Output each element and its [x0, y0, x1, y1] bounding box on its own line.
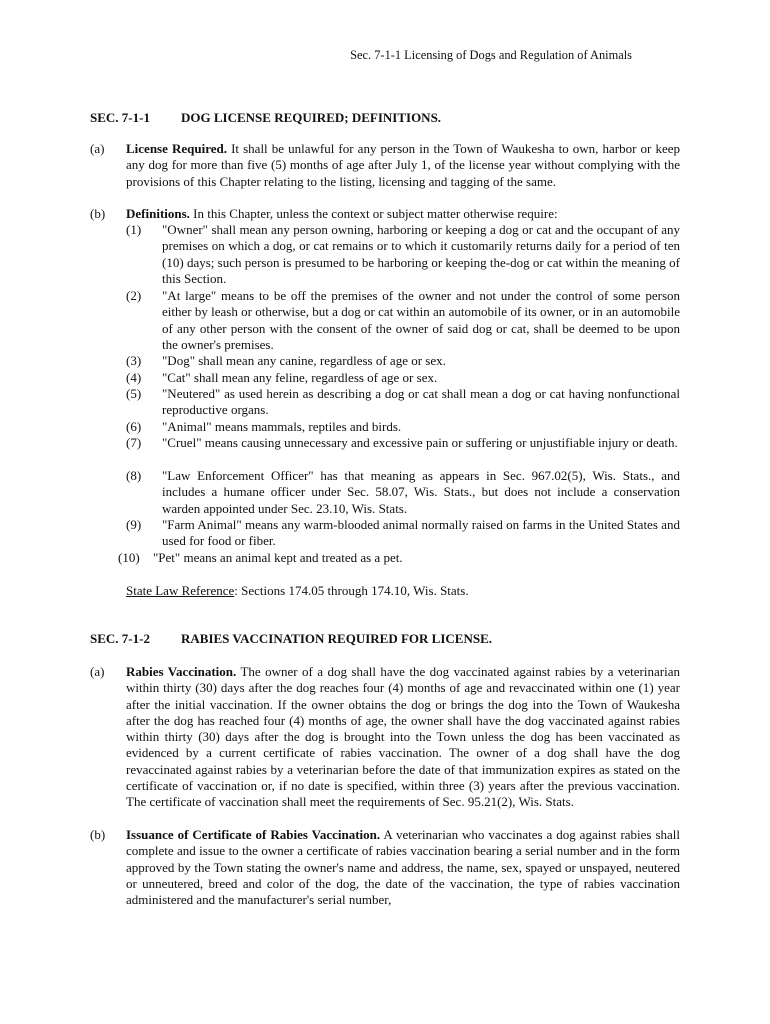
- paragraph-mark: (a): [90, 664, 105, 679]
- item-text: "Cruel" means causing unnecessary and excessive pain or suffering or unjustifiable injury or death.: [162, 435, 678, 450]
- paragraph-mark: (b): [90, 206, 106, 221]
- item-number: (9): [126, 517, 142, 532]
- item-number: (10): [118, 550, 140, 565]
- item-number: (5): [126, 386, 142, 401]
- item-text: "Farm Animal" means any warm-blooded animal normally raised on farms in the United States and used for food or fiber.: [162, 517, 680, 549]
- section-number: SEC. 7-1-1: [90, 110, 150, 125]
- paragraph-mark: (b): [90, 827, 106, 842]
- item-number: (6): [126, 419, 142, 434]
- item-number: (2): [126, 288, 142, 303]
- paragraph-body: [126, 827, 680, 908]
- reference-label: State Law Reference: [126, 583, 235, 598]
- item-number: (4): [126, 370, 142, 385]
- item-number: (8): [126, 468, 142, 483]
- paragraph-text: A veterinarian who vaccinates a dog against rabies shall complete and issue to the owner a certificate of rabies vaccination bearing a serial number and in the form approved by the Town stating the owner's name and address, the name, sex, spayed or unspayed, neutered or unneutered, breed and color of the dog, the date of the vaccination, the type of rabies vaccination administered and the manufacturer's serial number,: [126, 827, 681, 908]
- item-number: (7): [126, 435, 142, 450]
- paragraph-mark: (a): [90, 141, 105, 156]
- paragraph-text: In this Chapter, unless the context or subject matter otherwise require:: [189, 206, 558, 221]
- item-text: "Animal" means mammals, reptiles and birds.: [162, 419, 402, 434]
- item-text: "Cat" shall mean any feline, regardless of age or sex.: [162, 370, 438, 385]
- section-heading-7-1-1: [90, 110, 441, 126]
- section-title: RABIES VACCINATION REQUIRED FOR LICENSE.: [181, 631, 492, 646]
- item-text: "Neutered" as used herein as describing a dog or cat shall mean a dog or cat having nonfunctional reproductive organs.: [162, 386, 680, 418]
- paragraph-body: [126, 664, 680, 811]
- paragraph-text: The owner of a dog shall have the dog vaccinated against rabies by a veterinarian within thirty (30) days after the dog reaches four (4) months of age and revaccinated within one (1) year after the initial vaccination. If the owner obtains the dog or brings the dog into the Town of Waukesha after the dog has reached four (4) months of age, the owner shall have the dog vaccinated against rabies within thirty (30) days after the dog is brought into the Town unless the dog has been vaccinated as evidenced by a current certificate of rabies vaccination. The owner of a dog shall have the dog revaccinated against rabies by a veterinarian before the date of that immunization expires as stated on the certificate of vaccination or, if no date is specified, within three (3) years after the previous vaccination. The certificate of vaccination shall meet the requirements of Sec. 95.21(2), Wis. Stats.: [126, 664, 680, 810]
- reference-text: : Sections 174.05 through 174.10, Wis. Stats.: [234, 583, 469, 598]
- paragraph-heading: Issuance of Certificate of Rabies Vaccination.: [126, 827, 381, 842]
- section-title: DOG LICENSE REQUIRED; DEFINITIONS.: [181, 110, 442, 125]
- paragraph-heading: License Required.: [126, 141, 227, 156]
- item-number: (1): [126, 222, 142, 237]
- paragraph-body: [126, 206, 680, 222]
- paragraph-body: [126, 141, 680, 190]
- state-law-reference: [126, 583, 680, 599]
- section-heading-7-1-2: [90, 631, 492, 647]
- item-text: "At large" means to be off the premises of the owner and not under the control of some person either by leash or otherwise, but a dog or cat within an automobile of its owner, or in an automobile of any other person with the consent of the owner of said dog or cat, shall be deemed to be upon the owner's premises.: [162, 288, 680, 352]
- section-number: SEC. 7-1-2: [90, 631, 150, 646]
- paragraph-heading: Rabies Vaccination.: [126, 664, 237, 679]
- item-text: "Owner" shall mean any person owning, harboring or keeping a dog or cat and the occupant of any premises on which a dog, or cat remains or to which it customarily returns daily for a period of ten (10) days; such person is presumed to be harboring or keeping the-dog or cat within the meaning of this Section.: [162, 222, 680, 286]
- paragraph-text: It shall be unlawful for any person in the Town of Waukesha to own, harbor or keep any dog for more than five (5) months of age after July 1, of the license year without complying with the provisions of this Chapter relating to the listing, licensing and tagging of the same.: [126, 141, 681, 189]
- item-number: (3): [126, 353, 142, 368]
- paragraph-heading: Definitions.: [126, 206, 190, 221]
- item-text: "Dog" shall mean any canine, regardless of age or sex.: [162, 353, 446, 368]
- running-header: Sec. 7-1-1 Licensing of Dogs and Regulation of Animals: [350, 48, 632, 62]
- item-text: "Pet" means an animal kept and treated as a pet.: [153, 550, 403, 565]
- item-text: "Law Enforcement Officer" has that meaning as appears in Sec. 967.02(5), Wis. Stats., and includes a humane officer under Sec. 58.07, Wis. Stats., but does not include a conservation warden appointed under Sec. 23.10, Wis. Stats.: [162, 468, 680, 516]
